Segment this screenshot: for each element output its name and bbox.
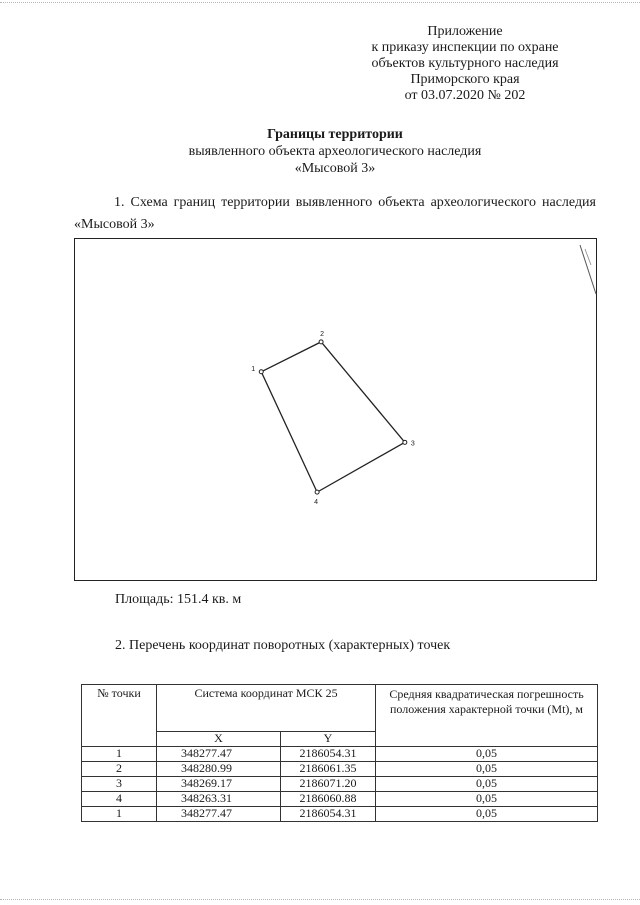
section-2-heading: 2. Перечень координат поворотных (характерных) точек (115, 638, 451, 653)
boundary-point-label-3: 3 (410, 440, 415, 448)
coordinates-table (81, 684, 598, 822)
cell-point: 4 (82, 792, 157, 807)
header-x: X (157, 732, 281, 747)
table-row (82, 807, 598, 822)
header-coordinate-system: Система координат МСК 25 (157, 685, 376, 732)
header-point-number: № точки (82, 685, 157, 747)
title-line-3: «Мысовой 3» (294, 161, 376, 176)
table-header-row (82, 685, 598, 732)
cell-point: 2 (82, 762, 157, 777)
boundary-point-3 (403, 440, 407, 444)
cell-x: 348280.99 (157, 762, 281, 777)
boundary-scheme-drawing (75, 239, 598, 582)
section-1-heading: 1. Схема границ территории выявленного объекта археологического наследия «Мысовой 3» (74, 195, 596, 232)
cell-x: 348277.47 (157, 747, 281, 762)
cell-mt: 0,05 (376, 747, 598, 762)
cell-x: 348263.31 (157, 792, 281, 807)
cell-y: 2186071.20 (281, 777, 376, 792)
boundary-point-label-4: 4 (314, 499, 319, 507)
header-line-1: Приложение (427, 24, 503, 39)
cell-point: 1 (82, 747, 157, 762)
table-row (82, 747, 598, 762)
table-row (82, 792, 598, 807)
cell-mt: 0,05 (376, 777, 598, 792)
area-text: Площадь: 151.4 кв. м (115, 592, 242, 607)
header-line-3: объектов культурного наследия (371, 56, 559, 71)
scan-edge-bottom (0, 899, 640, 900)
scheme-edge-mark (580, 245, 596, 294)
document-title (130, 126, 540, 177)
boundary-point-1 (259, 370, 263, 374)
boundary-point-label-2: 2 (320, 330, 325, 338)
cell-y: 2186060.88 (281, 792, 376, 807)
header-mean-error: Средняя квадратическая погрешность положения характерной точки (Mt), м (376, 685, 598, 747)
table-row (82, 777, 598, 792)
cell-x: 348277.47 (157, 807, 281, 822)
header-y: Y (281, 732, 376, 747)
boundary-scheme (74, 238, 597, 581)
cell-mt: 0,05 (376, 762, 598, 777)
boundary-point-label-1: 1 (251, 365, 256, 373)
cell-y: 2186054.31 (281, 747, 376, 762)
header-line-5: от 03.07.2020 № 202 (404, 88, 526, 103)
header-line-2: к приказу инспекции по охране (371, 40, 559, 55)
cell-mt: 0,05 (376, 792, 598, 807)
cell-x: 348269.17 (157, 777, 281, 792)
boundary-point-2 (319, 340, 323, 344)
table-row (82, 762, 598, 777)
cell-point: 1 (82, 807, 157, 822)
appendix-header (340, 24, 590, 104)
scan-edge-top (0, 2, 640, 3)
boundary-polygon (261, 342, 405, 492)
boundary-point-4 (315, 490, 319, 494)
header-line-4: Приморского края (410, 72, 520, 87)
title-line-2: выявленного объекта археологического наследия (188, 144, 482, 159)
cell-y: 2186061.35 (281, 762, 376, 777)
cell-mt: 0,05 (376, 807, 598, 822)
title-line-1: Границы территории (267, 127, 403, 142)
cell-point: 3 (82, 777, 157, 792)
cell-y: 2186054.31 (281, 807, 376, 822)
